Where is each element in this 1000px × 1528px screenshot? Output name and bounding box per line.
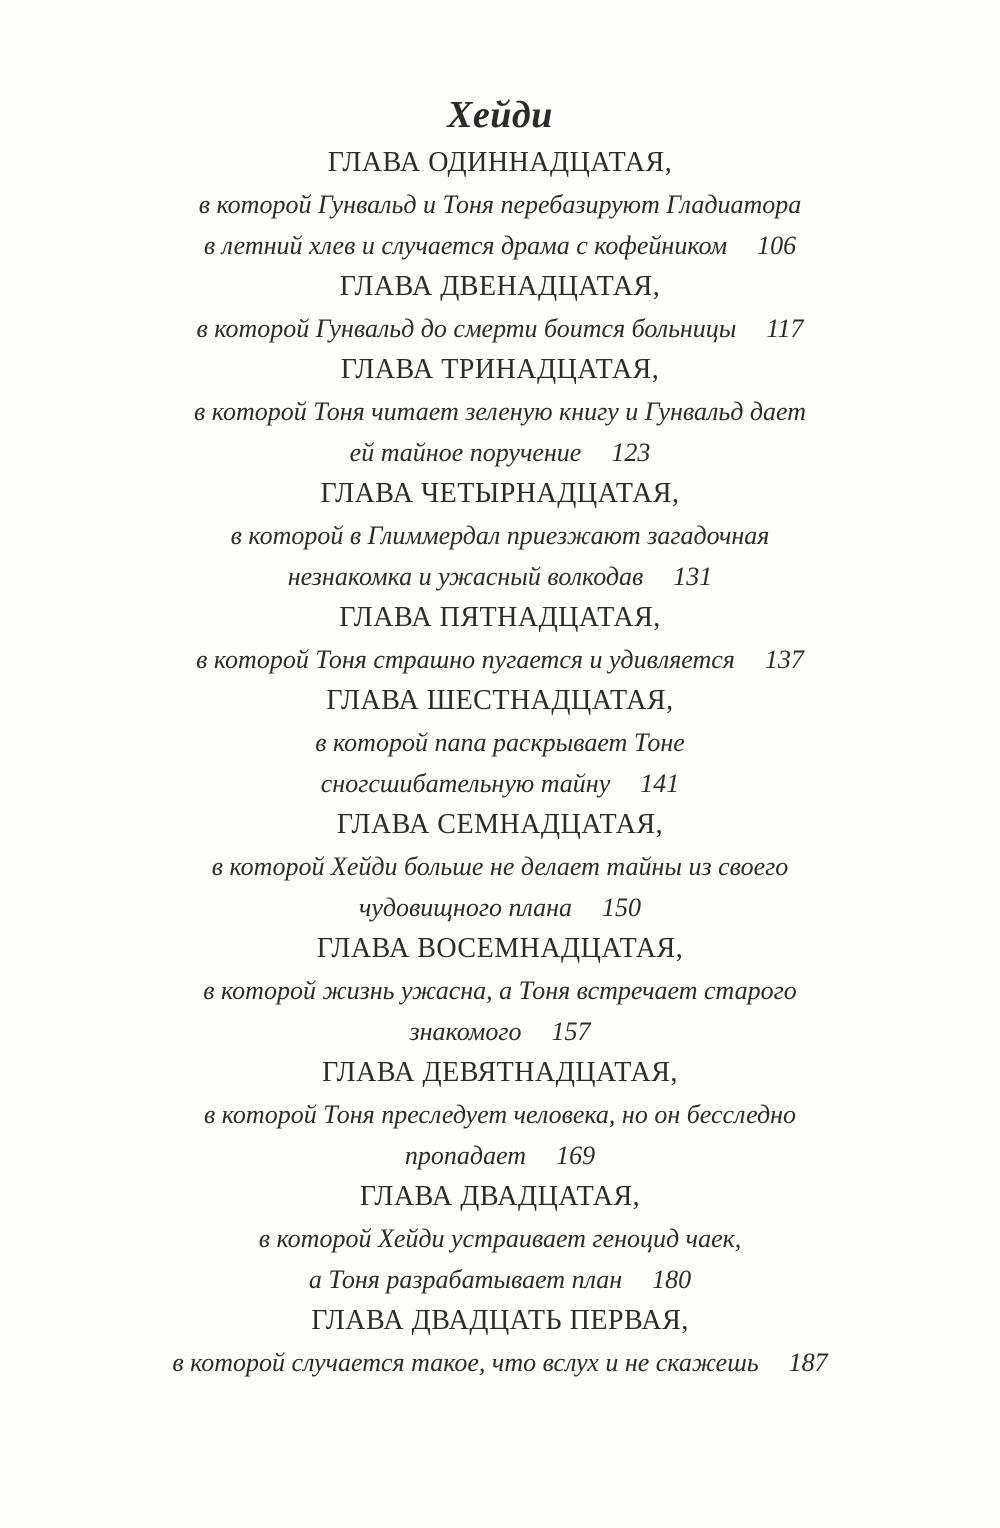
section-title: Хейди <box>447 94 553 136</box>
toc-entry <box>0 1300 1000 1383</box>
page-number: 169 <box>556 1141 596 1170</box>
chapter-description-line <box>0 722 1000 763</box>
chapter-description-line <box>0 1218 1000 1259</box>
chapter-description-line <box>0 225 1000 266</box>
chapter-description-text: в которой Хейди устраивает геноцид чаек, <box>258 1224 742 1253</box>
table-of-contents <box>0 142 1000 1383</box>
chapter-description-line <box>0 763 1000 804</box>
page-number: 137 <box>764 645 804 674</box>
chapter-title: ГЛАВА ОДИННАДЦАТАЯ, <box>327 147 673 178</box>
page-number: 131 <box>673 562 713 591</box>
chapter-title: ГЛАВА ДВЕНАДЦАТАЯ, <box>339 271 661 302</box>
chapter-description-line <box>0 308 1000 349</box>
page-number: 117 <box>766 314 804 343</box>
chapter-description-line <box>0 1011 1000 1052</box>
chapter-description-text: незнакомка и ужасный волкодав <box>287 562 644 591</box>
chapter-description-line <box>0 887 1000 928</box>
chapter-description-text: ей тайное поручение <box>349 438 582 467</box>
chapter-description-text: в которой Тоня страшно пугается и удивляется <box>196 645 735 674</box>
chapter-title: ГЛАВА ДЕВЯТНАДЦАТАЯ, <box>322 1057 678 1088</box>
chapter-description-text: в которой Тоня преследует человека, но он бесследно <box>203 1100 797 1129</box>
chapter-description-line <box>0 432 1000 473</box>
page-number: 150 <box>602 893 642 922</box>
page-number: 187 <box>788 1348 828 1377</box>
chapter-description-text: а Тоня разрабатывает план <box>308 1265 623 1294</box>
chapter-description-line <box>0 846 1000 887</box>
chapter-description-text: в которой Хейди больше не делает тайны из своего <box>211 852 789 881</box>
chapter-description-text: знакомого <box>409 1017 522 1046</box>
chapter-description-line <box>0 184 1000 225</box>
chapter-title: ГЛАВА ДВАДЦАТАЯ, <box>359 1181 641 1212</box>
chapter-description-text: сногсшибательную тайну <box>320 769 611 798</box>
chapter-description-line <box>0 556 1000 597</box>
chapter-title: ГЛАВА ВОСЕМНАДЦАТАЯ, <box>316 933 684 964</box>
chapter-title: ГЛАВА ПЯТНАДЦАТАЯ, <box>339 602 661 633</box>
chapter-description-line <box>0 1135 1000 1176</box>
chapter-description-line <box>0 1259 1000 1300</box>
chapter-description-text: в которой Тоня читает зеленую книгу и Гунвальд дает <box>194 397 806 426</box>
chapter-description-line <box>0 515 1000 556</box>
toc-entry <box>0 142 1000 266</box>
chapter-description-line <box>0 639 1000 680</box>
chapter-description-text: в которой случается такое, что вслух и не скажешь <box>172 1348 759 1377</box>
chapter-description-line <box>0 1342 1000 1383</box>
page-number: 123 <box>611 438 651 467</box>
chapter-description-text: в которой в Глиммердал приезжают загадочная <box>230 521 770 550</box>
chapter-description-text: пропадает <box>404 1141 527 1170</box>
chapter-description-line <box>0 1094 1000 1135</box>
toc-entry <box>0 1052 1000 1176</box>
page-number: 157 <box>551 1017 591 1046</box>
chapter-description-text: в которой жизнь ужасна, а Тоня встречает старого <box>203 976 797 1005</box>
chapter-description-text: чудовищного плана <box>358 893 573 922</box>
chapter-title: ГЛАВА ТРИНАДЦАТАЯ, <box>340 354 660 385</box>
chapter-description-text: в которой Гунвальд и Тоня перебазируют Гладиатора <box>198 190 802 219</box>
chapter-title: ГЛАВА ШЕСТНАДЦАТАЯ, <box>326 685 674 716</box>
chapter-description-line <box>0 970 1000 1011</box>
page-number: 180 <box>652 1265 692 1294</box>
toc-entry <box>0 680 1000 804</box>
chapter-title: ГЛАВА ДВАДЦАТЬ ПЕРВАЯ, <box>311 1305 689 1336</box>
toc-entry <box>0 349 1000 473</box>
toc-entry <box>0 804 1000 928</box>
chapter-description-text: в которой папа раскрывает Тоне <box>315 728 685 757</box>
page-number: 106 <box>757 231 797 260</box>
page-number: 141 <box>640 769 680 798</box>
chapter-title: ГЛАВА СЕМНАДЦАТАЯ, <box>336 809 664 840</box>
chapter-description-line <box>0 391 1000 432</box>
toc-entry <box>0 266 1000 349</box>
chapter-description-text: в летний хлев и случается драма с кофейником <box>203 231 728 260</box>
chapter-title: ГЛАВА ЧЕТЫРНАДЦАТАЯ, <box>320 478 680 509</box>
toc-entry <box>0 1176 1000 1300</box>
chapter-description-text: в которой Гунвальд до смерти боится больницы <box>196 314 737 343</box>
toc-entry <box>0 928 1000 1052</box>
toc-entry <box>0 473 1000 597</box>
toc-entry <box>0 597 1000 680</box>
